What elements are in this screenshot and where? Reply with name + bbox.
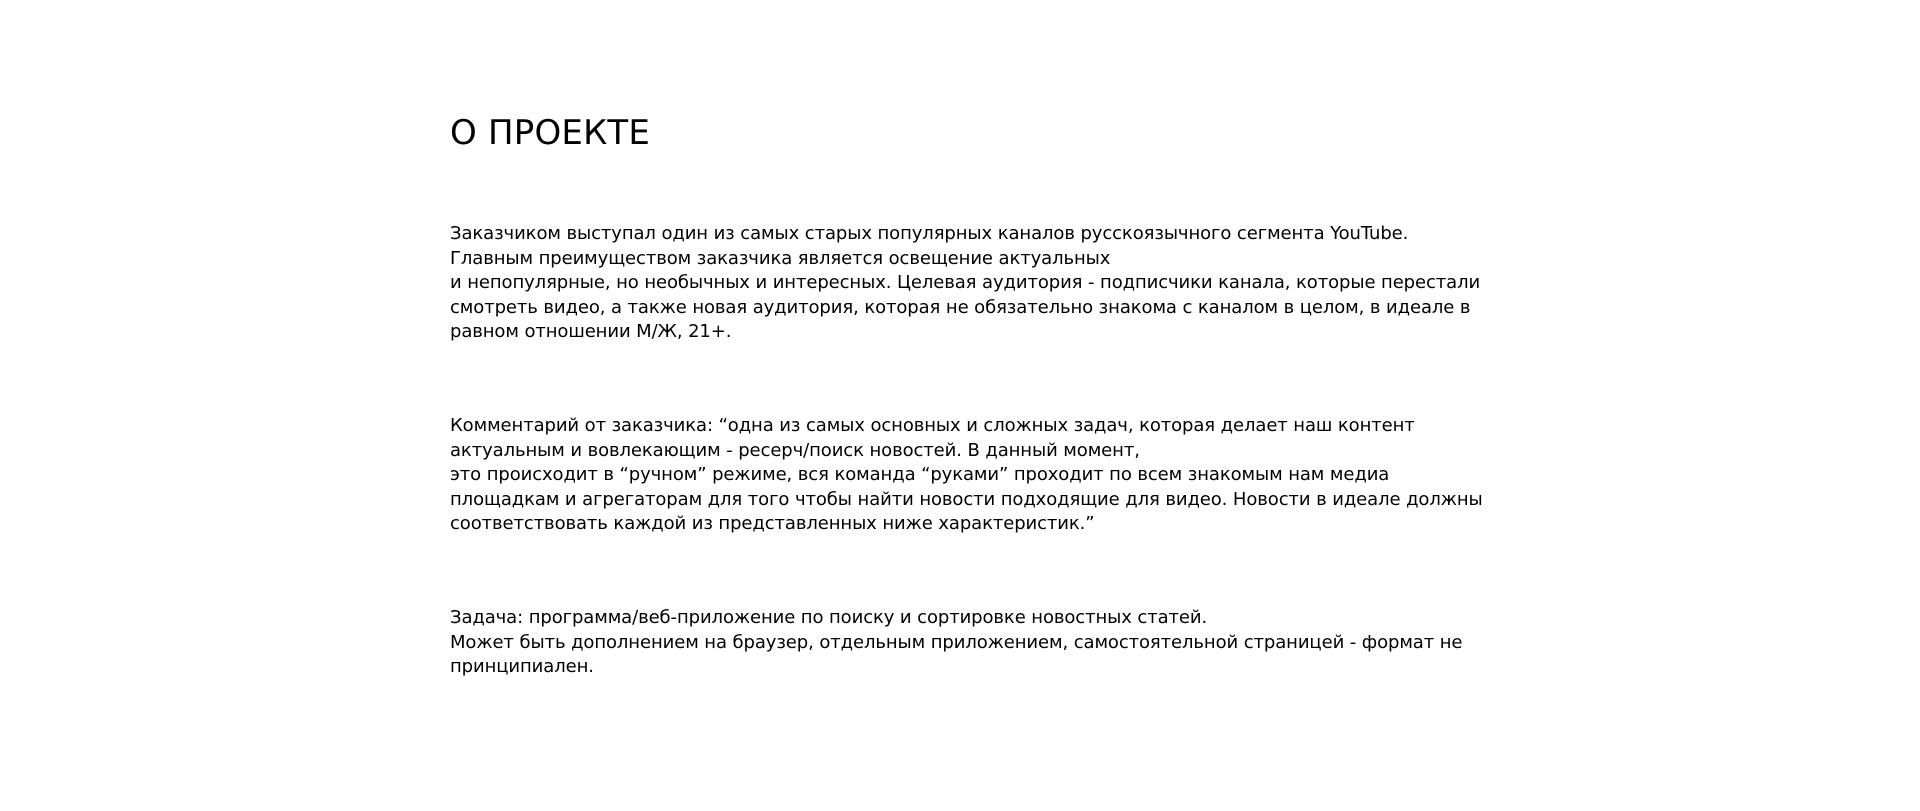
paragraph-line: Задача: программа/веб-приложение по поиску и сортировке новостных статей. — [450, 607, 1208, 628]
paragraph-client-comment — [450, 414, 1483, 537]
paragraph-about-client — [450, 222, 1480, 345]
paragraph-line: Заказчиком выступал один из самых старых популярных каналов русскоязычного сегмента YouTube. — [450, 223, 1409, 244]
paragraph-line: Комментарий от заказчика: “одна из самых основных и сложных задач, которая делает наш контент — [450, 415, 1415, 436]
paragraph-line: Может быть дополнением на браузер, отдельным приложением, самостоятельной страницей - формат не — [450, 631, 1463, 653]
paragraph-line: это происходит в “ручном” режиме, вся команда “руками” проходит по всем знакомым нам медиа — [450, 464, 1390, 485]
paragraph-task — [450, 606, 1462, 680]
paragraph-line: площадкам и агрегаторам для того чтобы найти новости подходящие для видео. Новости в идеале должны — [450, 488, 1483, 510]
paragraph-line: соответствовать каждой из представленных ниже характеристик.” — [450, 513, 1095, 534]
paragraph-line: принципиален. — [450, 656, 594, 677]
paragraph-line: смотреть видео, а также новая аудитория, которая не обязательно знакома с каналом в целом, в идеале в — [450, 296, 1471, 318]
paragraph-line: актуальным и вовлекающим - ресерч/поиск новостей. В данный момент, — [450, 439, 1140, 461]
paragraph-line: равном отношении М/Ж, 21+. — [450, 321, 732, 342]
paragraph-line: Главным преимуществом заказчика является освещение актуальных — [450, 247, 1111, 269]
paragraph-line: и непопулярные, но необычных и интересных. Целевая аудитория - подписчики канала, которые перестали — [450, 272, 1481, 293]
page-title: О ПРОЕКТЕ — [450, 113, 651, 153]
